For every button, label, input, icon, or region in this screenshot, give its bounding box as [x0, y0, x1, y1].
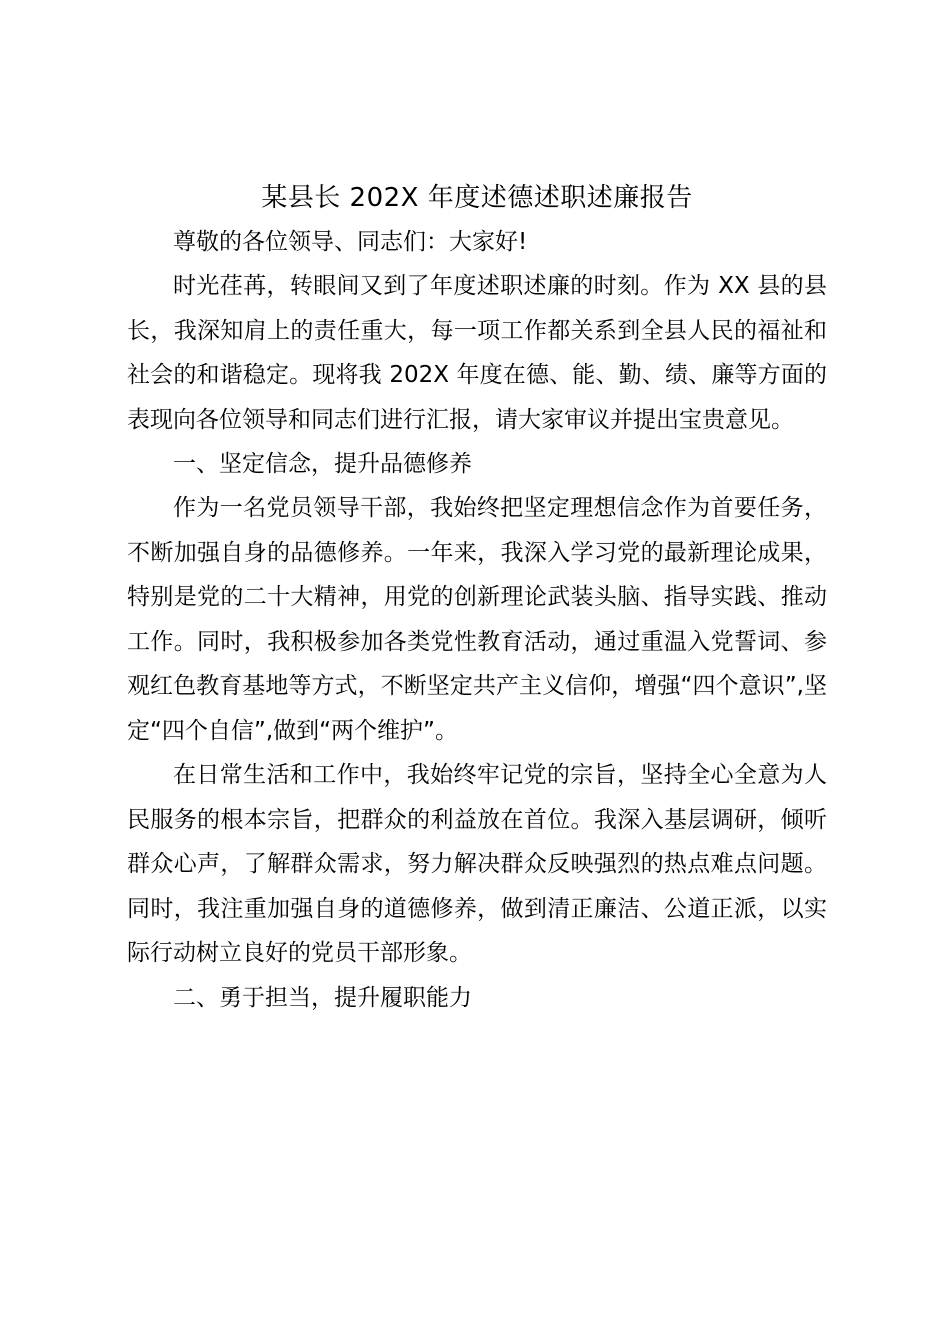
section-heading-1: 一、坚定信念，提升品德修养 [173, 451, 472, 477]
section-heading-2: 二、勇于担当，提升履职能力 [173, 984, 472, 1011]
document-title: 某县长 202X 年度述德述职述廉报告 [261, 183, 693, 213]
paragraph-section1-1: 作为一名党员领导干部，我始终把坚定理想信念作为首要任务，不断加强自身的品德修养。一年来，我深入学习党的最新理论成果，特别是党的二十大精神，用党的创新理论武装头脑、指导实践、推动工作。同时，我积极参加各类党性教育活动，通过重温入党誓词、参观红色教育基地等方式，不断坚定共产主义信仰，增强“四个意识”,坚定“四个自信”,做到“两个维护”。 [127, 495, 827, 744]
paragraph-section1-2: 在日常生活和工作中，我始终牢记党的宗旨，坚持全心全意为人民服务的根本宗旨，把群众的利益放在首位。我深入基层调研，倾听群众心声，了解群众需求，努力解决群众反映强烈的热点难点问题。同时，我注重加强自身的道德修养，做到清正廉洁、公道正派，以实际行动树立良好的党员干部形象。 [127, 762, 827, 966]
document-body [127, 176, 827, 1020]
paragraph-intro: 时光荏苒，转眼间又到了年度述职述廉的时刻。作为 XX 县的县长，我深知肩上的责任重大，每一项工作都关系到全县人民的福祉和社会的和谐稳定。现将我 202X 年度在德、能、勤、绩、廉等方面的表现向各位领导和同志们进行汇报，请大家审议并提出宝贵意见。 [127, 273, 827, 433]
greeting: 尊敬的各位领导、同志们：大家好! [173, 229, 528, 255]
